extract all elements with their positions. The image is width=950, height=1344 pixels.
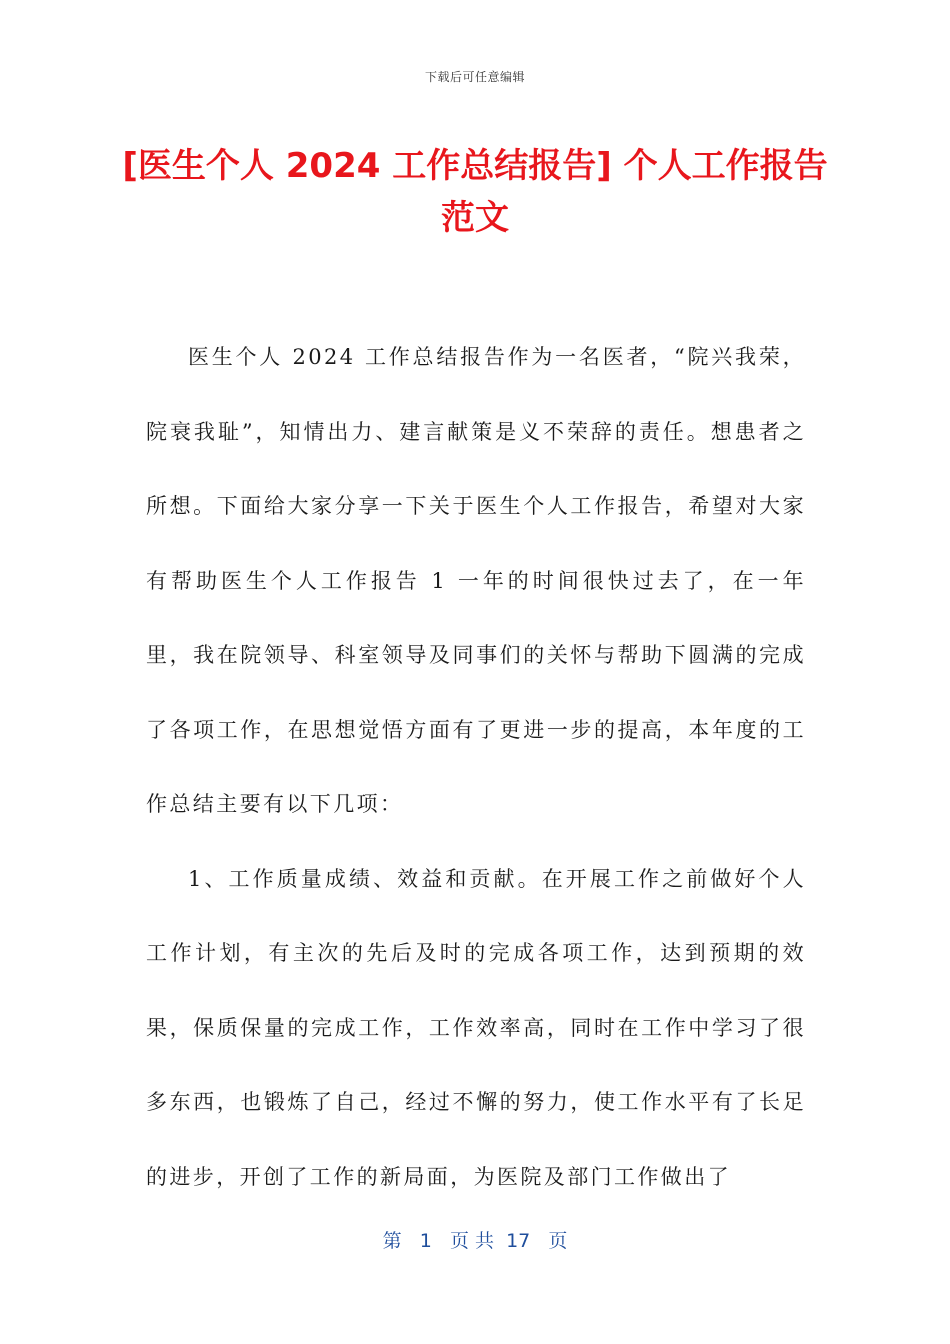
header-note: 下载后可任意编辑 bbox=[424, 70, 525, 84]
paragraph-item-1: 1、工作质量成绩、效益和贡献。在开展工作之前做好个人工作计划，有主次的先后及时的完成各项工作，达到预期的效果，保质保量的完成工作，工作效率高，同时在工作中学习了很多东西，也锻炼了自己，经过不懈的努力，使工作水平有了长足的进步，开创了工作的新局面，为医院及部门工作做出了 bbox=[146, 866, 806, 1189]
paragraph-intro: 医生个人 2024 工作总结报告作为一名医者，“院兴我荣，院衰我耻”，知情出力、建言献策是义不荣辞的责任。想患者之所想。下面给大家分享一下关于医生个人工作报告，希望对大家有帮助医生个人工作报告 1 一年的时间很快过去了，在一年里，我在院领导、科室领导及同事们的关怀与帮助下圆满的完成了各项工作，在思想觉悟方面有了更进一步的提高，本年度的工作总结主要有以下几项： bbox=[146, 345, 806, 816]
document-body bbox=[146, 320, 806, 1214]
page-footer: 第 1 页 共 17 页 bbox=[382, 1230, 568, 1252]
document-title: [医生个人 2024 工作总结报告] 个人工作报告范文 bbox=[122, 146, 828, 238]
